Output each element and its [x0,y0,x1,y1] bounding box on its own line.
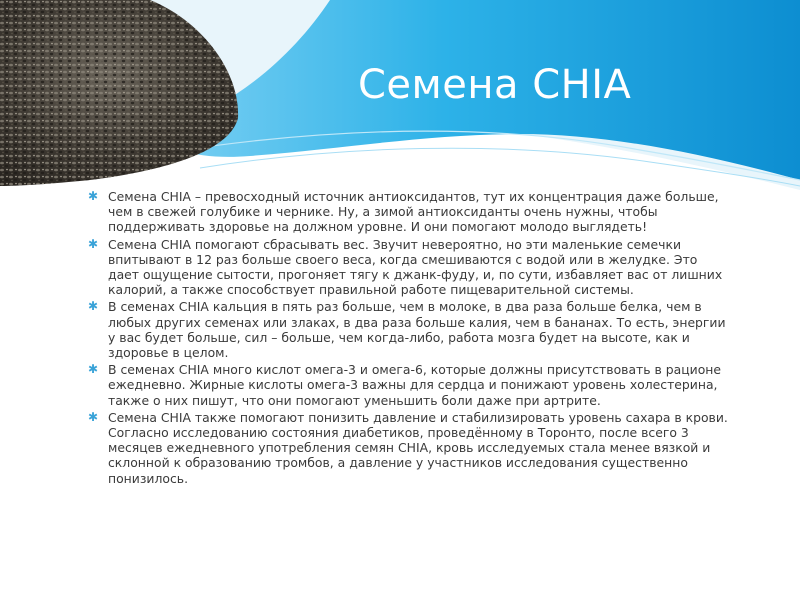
asterisk-bullet-icon: ✱ [88,189,99,203]
list-item [88,410,728,486]
bullet-text: Семена CHIA также помогают понизить давление и стабилизировать уровень сахара в крови. Согласно исследованию состояния диабетиков, проведённому в Торонто, после всего 3 месяцев ежедневного употребления семян CHIA, кровь исследуемых стала менее вязкой и склонной к образованию тромбов, а давление у участников исследования существенно понизилось. [108,409,728,486]
asterisk-bullet-icon: ✱ [88,409,99,424]
list-item [88,189,728,235]
list-item [88,362,728,408]
list-item [88,299,728,360]
bullet-text: Семена CHIA – превосходный источник антиоксидантов, тут их концентрация даже больше, чем в свежей голубике и чернике. Ну, а зимой антиоксиданты очень нужны, чтобы поддерживать здоровье на должном уровне. И они помогают молодо выглядеть! [108,189,719,235]
asterisk-bullet-icon: ✱ [88,299,99,314]
bullet-text: Семена CHIA помогают сбрасывать вес. Звучит невероятно, но эти маленькие семечки впитывают в 12 раз больше своего веса, когда смешиваются с водой или в желудке. Это дает ощущение сытости, прогоняет тягу к джанк-фуду, и, по сути, избавляет вас от лишних калорий, а также способствует правильной работе пищеварительной системы. [108,236,723,298]
asterisk-bullet-icon: ✱ [88,236,99,251]
bullet-text: В семенах CHIA много кислот омега-3 и омега-6, которые должны присутствовать в рационе ежедневно. Жирные кислоты омега-3 важны для сердца и понижают уровень холестерина, также о них пишут, что они помогают уменьшить боли даже при артрите. [108,362,722,408]
list-item [88,237,728,298]
bullet-text: В семенах CHIA кальция в пять раз больше, чем в молоке, в два раза больше белка, чем в любых других семенах или злаках, в два раза больше калия, чем в бананах. То есть, энергии у вас будет больше, сил – больше, чем когда-либо, работа мозга будет на высоте, как и здоровье в целом. [108,299,726,361]
bullet-list [88,189,728,488]
slide-title: Семена CHIA [358,62,632,108]
asterisk-bullet-icon: ✱ [88,362,99,377]
